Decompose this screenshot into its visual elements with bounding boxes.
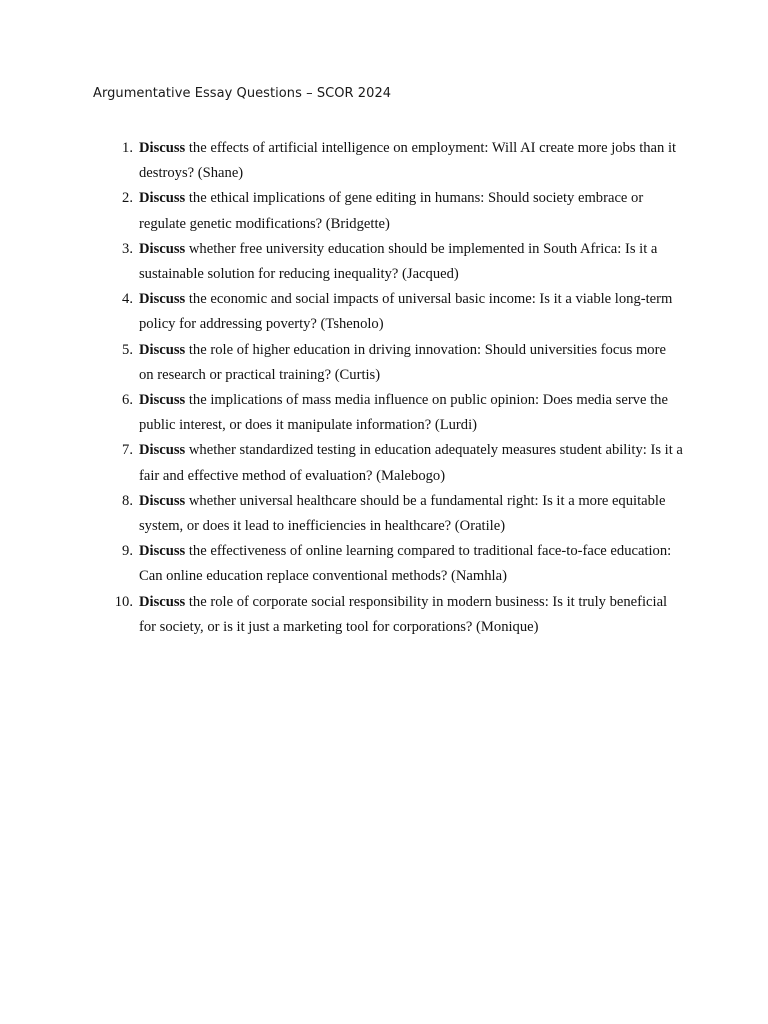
- question-item: [122, 338, 684, 388]
- question-item: [122, 287, 684, 337]
- question-text: the role of higher education in driving innovation: Should universities focus more on research or practical training? (Curtis): [139, 341, 666, 383]
- question-number: 3.: [122, 240, 133, 257]
- question-text: the ethical implications of gene editing in humans: Should society embrace or regulate genetic modifications? (Bridgette): [139, 190, 644, 232]
- question-keyword: Discuss: [139, 492, 186, 509]
- question-text: whether free university education should be implemented in South Africa: Is it a sustainable solution for reducing inequality? (Jacqued): [139, 240, 658, 283]
- question-item: [122, 438, 684, 488]
- question-item: [122, 136, 684, 186]
- question-text: the implications of mass media influence on public opinion: Does media serve the public interest, or does it manipulate information? (Lurdi): [139, 392, 668, 434]
- question-number: 7.: [122, 442, 133, 459]
- question-item: [122, 489, 684, 539]
- question-item: [122, 388, 684, 438]
- question-item: [114, 590, 684, 640]
- question-number: 8.: [122, 492, 133, 509]
- question-keyword: Discuss: [139, 543, 186, 560]
- question-keyword: Discuss: [139, 190, 186, 207]
- question-item: [122, 237, 684, 287]
- question-number: 2.: [122, 190, 133, 207]
- question-number: 10.: [114, 593, 133, 610]
- question-number: 9.: [122, 543, 133, 560]
- document-title: Argumentative Essay Questions – SCOR 2024: [93, 86, 392, 101]
- question-number: 4.: [122, 291, 133, 308]
- question-keyword: Discuss: [139, 341, 186, 358]
- question-list: [114, 136, 684, 640]
- question-text: whether standardized testing in education adequately measures student ability: Is it a fair and effective method of evaluation? (Malebogo): [139, 442, 683, 484]
- question-keyword: Discuss: [139, 240, 186, 257]
- question-number: 1.: [122, 140, 133, 156]
- question-number: 5.: [122, 341, 133, 358]
- question-keyword: Discuss: [139, 593, 186, 610]
- question-keyword: Discuss: [139, 140, 186, 156]
- question-keyword: Discuss: [139, 442, 186, 459]
- question-item: [122, 186, 684, 236]
- question-item: [122, 539, 684, 589]
- question-text: the effects of artificial intelligence on employment: Will AI create more jobs than it destroys? (Shane): [139, 140, 677, 182]
- question-number: 6.: [122, 392, 133, 409]
- question-text: the role of corporate social responsibility in modern business: Is it truly beneficial for society, or is it just a marketing tool for corporations? (Monique): [139, 593, 668, 635]
- question-keyword: Discuss: [139, 291, 186, 308]
- question-text: the economic and social impacts of universal basic income: Is it a viable long-term policy for addressing poverty? (Tshenolo): [139, 291, 673, 333]
- question-keyword: Discuss: [139, 392, 186, 409]
- question-text: the effectiveness of online learning compared to traditional face-to-face education: Can online education replace conventional methods? (Namhla): [139, 543, 672, 585]
- question-text: whether universal healthcare should be a fundamental right: Is it a more equitable system, or does it lead to inefficiencies in healthcare? (Oratile): [139, 492, 666, 535]
